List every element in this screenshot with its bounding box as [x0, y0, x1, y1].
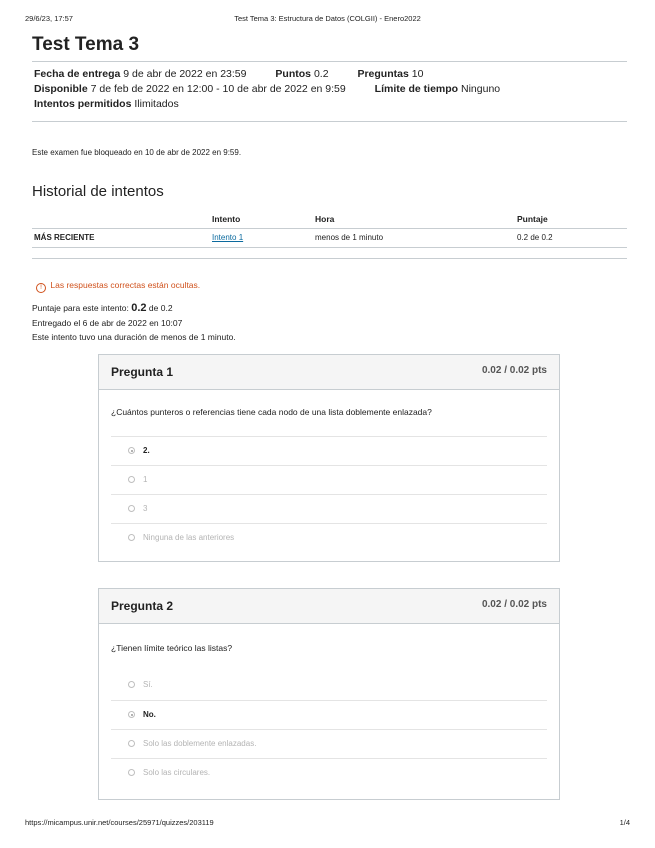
warning-text: Las respuestas correctas están ocultas.: [50, 280, 201, 290]
answer-option[interactable]: [111, 436, 547, 466]
question-text: ¿Cuántos punteros o referencias tiene cada nodo de una lista doblemente enlazada?: [111, 407, 432, 417]
answer-label: Ninguna de las anteriores: [143, 533, 235, 542]
question-title: Pregunta 2: [111, 599, 174, 613]
due-value: 9 de abr de 2022 en 23:59: [123, 68, 247, 80]
quiz-meta-row-2: [34, 83, 500, 95]
attempts-value: Ilimitados: [134, 98, 179, 110]
radio-selected-icon: [128, 447, 135, 454]
duration-line: Este intento tuvo una duración de menos de 1 minuto.: [32, 332, 236, 342]
answer-option[interactable]: [111, 671, 547, 700]
divider: [32, 258, 627, 259]
question-card-1: [98, 354, 560, 562]
questions-value: 10: [411, 68, 424, 80]
answer-label: 3: [143, 504, 148, 513]
col-header-time: Hora: [315, 214, 335, 224]
score-value: 0.2: [131, 302, 147, 314]
question-header: [99, 589, 559, 624]
quiz-meta-row-1: [34, 68, 423, 80]
submitted-line: Entregado el 6 de abr de 2022 en 10:07: [32, 318, 183, 328]
question-points: 0.02 / 0.02 pts: [481, 599, 547, 610]
print-url: https://micampus.unir.net/courses/25971/quizzes/203119: [25, 818, 214, 827]
question-text: ¿Tienen límite teórico las listas?: [111, 643, 233, 653]
question-card-2: [98, 588, 560, 800]
attempt-time: menos de 1 minuto: [315, 233, 384, 242]
col-header-attempt: Intento: [212, 214, 241, 224]
answer-option[interactable]: [111, 700, 547, 730]
attempt-score: 0.2 de 0.2: [517, 233, 553, 242]
divider: [32, 61, 627, 62]
table-row: [32, 229, 627, 248]
attempt-history-table: [32, 210, 627, 248]
points-label: Puntos: [275, 68, 312, 80]
timelimit-label: Límite de tiempo: [374, 83, 459, 95]
radio-icon: [128, 769, 135, 776]
quiz-meta-row-3: [34, 98, 179, 110]
score-prefix: Puntaje para este intento:: [32, 303, 129, 313]
attempt-score-line: [32, 302, 173, 314]
answer-option[interactable]: [111, 523, 547, 553]
answer-option[interactable]: [111, 465, 547, 495]
divider: [32, 121, 627, 122]
answer-option[interactable]: [111, 494, 547, 524]
print-footer: [25, 818, 630, 830]
history-title: Historial de intentos: [32, 183, 164, 200]
row-label: MÁS RECIENTE: [34, 233, 95, 242]
answer-label: 2.: [143, 446, 150, 455]
radio-selected-icon: [128, 711, 135, 718]
answer-label: No.: [143, 710, 156, 719]
available-value: 7 de feb de 2022 en 12:00 - 10 de abr de 2022 en 9:59: [90, 83, 346, 95]
radio-icon: [128, 505, 135, 512]
print-page-number: 1/4: [619, 818, 630, 827]
table-header-row: [32, 210, 627, 229]
timelimit-value: Ninguno: [461, 83, 501, 95]
radio-icon: [128, 476, 135, 483]
answer-label: Solo las doblemente enlazadas.: [143, 739, 257, 748]
answer-option[interactable]: [111, 729, 547, 759]
print-doc-title: Test Tema 3: Estructura de Datos (COLGII) - Enero2022: [234, 14, 421, 23]
answer-label: 1: [143, 475, 148, 484]
radio-icon: [128, 534, 135, 541]
col-header-score: Puntaje: [517, 214, 548, 224]
answer-label: Solo las circulares.: [143, 768, 211, 777]
question-title: Pregunta 1: [111, 365, 174, 379]
question-points: 0.02 / 0.02 pts: [481, 365, 547, 376]
attempt-link[interactable]: Intento 1: [212, 233, 244, 242]
answer-label: Sí.: [143, 680, 153, 689]
available-label: Disponible: [34, 83, 88, 95]
hidden-answers-warning: [36, 280, 200, 293]
radio-icon: [128, 681, 135, 688]
answer-option[interactable]: [111, 758, 547, 788]
question-header: [99, 355, 559, 390]
print-header: [25, 14, 630, 26]
locked-message: Este examen fue bloqueado en 10 de abr de 2022 en 9:59.: [32, 148, 242, 157]
print-datetime: 29/6/23, 17:57: [25, 14, 73, 23]
score-suffix: de 0.2: [148, 303, 173, 313]
attempts-label: Intentos permitidos: [34, 98, 132, 110]
radio-icon: [128, 740, 135, 747]
due-label: Fecha de entrega: [34, 68, 121, 80]
page-title: Test Tema 3: [32, 34, 140, 55]
questions-label: Preguntas: [357, 68, 409, 80]
points-value: 0.2: [313, 68, 329, 80]
warning-icon: !: [36, 283, 46, 293]
